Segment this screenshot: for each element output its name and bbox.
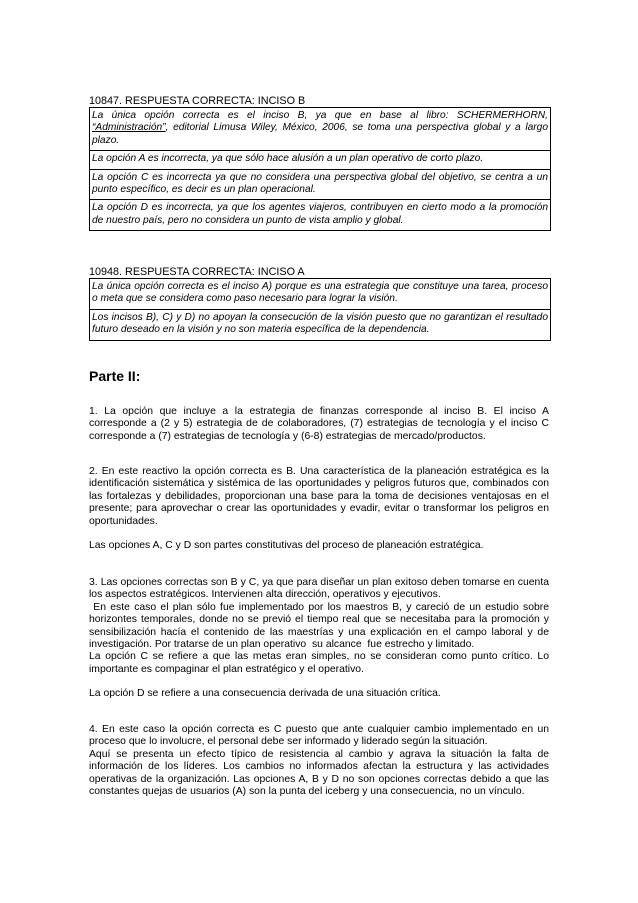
row-1-text-end: , editorial Limusa Wiley, México, 2006, se toma una perspectiva global y a largo plazo. xyxy=(92,122,548,146)
book-title: “Administración” xyxy=(92,122,166,134)
answer-10847-row-1 xyxy=(90,108,550,150)
item-1 xyxy=(89,406,549,443)
part-title: Parte II: xyxy=(89,368,141,384)
answer-10847-heading: 10847. RESPUESTA CORRECTA: INCISO B xyxy=(89,95,306,107)
item-3 xyxy=(89,577,552,701)
item-3-paragraph-3: La opción C se refiere a que las metas eran simples, no se consideran como punto crítico. Lo importante es compaginar el plan estratégico y el operativo. xyxy=(89,651,549,675)
item-3-paragraph-2: En este caso el plan sólo fue implementado por los maestros B, y careció de un estudio sobre horizontes temporales, donde no se previó el tiempo real que se necesitaba para la promoción y sensibilización hacía el contenido de las maestrías y una explicación en el campo laboral y de investigación. Por tratarse de un plan operativo su alcance fue estrecho y limitado. xyxy=(89,601,552,651)
answer-10948-heading: 10948. RESPUESTA CORRECTA: INCISO A xyxy=(89,266,305,278)
item-2-paragraph-1: 2. En este reactivo la opción correcta es B. Una característica de la planeación estratégica es la identificación sistemática y sistémica de las oportunidades y peligros futuros que, combinados con las fortalezas y debilidades, proporcionan una base para la toma de decisiones ventajosas en el presente; para aprovechar o crear las oportunidades y evadir, evitar o transformar los peligros en oportunidades. xyxy=(89,466,549,527)
item-4-paragraph-2: Aquí se presenta un efecto típico de resistencia al cambio y agrava la situación la falta de información de los líderes. Los cambios no informados afectan la estructura y las actividades operativas de la organización. Las opciones A, B y D no son opciones correctas debido a que las constantes quejas de usuarios (A) son la punta del iceberg y una consecuencia, no un vínculo. xyxy=(89,748,549,798)
answer-10847-row-2: La opción A es incorrecta, ya que sólo hace alusión a un plan operativo de corto plazo. xyxy=(90,150,550,168)
item-3-paragraph-4: La opción D se refiere a una consecuencia derivada de una situación crítica. xyxy=(89,688,441,700)
answer-10948-table xyxy=(89,278,551,341)
row-1-text-start: La única opción correcta es el inciso B, ya que en base al libro: SCHERMERHORN, xyxy=(92,110,548,121)
item-4 xyxy=(89,724,549,798)
answer-10847-row-4: La opción D es incorrecta, ya que los agentes viajeros, contribuyen en cierto modo a la promoción de nuestro país, pero no considera un punto de vista amplio y global. xyxy=(90,199,550,230)
item-4-paragraph-1: 4. En este caso la opción correcta es C puesto que ante cualquier cambio implementado en un proceso que lo involucre, el personal debe ser informado y liderado según la situación. xyxy=(89,724,549,748)
answer-10948-row-2: Los incisos B), C) y D) no apoyan la consecución de la visión puesto que no garantizan el resultado futuro deseado en la visión y no son materia específica de la dependencia. xyxy=(90,309,550,340)
item-2 xyxy=(89,466,549,552)
answer-10948-row-1: La única opción correcta es el inciso A) porque es una estrategia que constituye una tarea, proceso o meta que se considera como paso necesario para lograr la visión. xyxy=(92,281,548,305)
item-1-text: 1. La opción que incluye a la estrategia de finanzas corresponde al inciso B. El inciso A corresponde a (2 y 5) estrategia de de colaboradores, (7) estrategias de tecnología y el inciso C corresponde a (7) estrategias de tecnología y (6-8) estrategias de mercado/productos. xyxy=(89,406,549,442)
answer-10847-row-3: La opción C es incorrecta ya que no considera una perspectiva global del objetivo, se centra a un punto específico, es decir es un plan operacional. xyxy=(90,169,550,200)
item-3-paragraph-1: 3. Las opciones correctas son B y C, ya que para diseñar un plan exitoso deben tomarse en cuenta los aspectos estratégicos. Intervienen alta dirección, operativos y ejecutivos. xyxy=(89,577,549,601)
item-2-paragraph-2: Las opciones A, C y D son partes constitutivas del proceso de planeación estratégica. xyxy=(89,540,484,552)
answer-10847-table xyxy=(89,107,551,231)
